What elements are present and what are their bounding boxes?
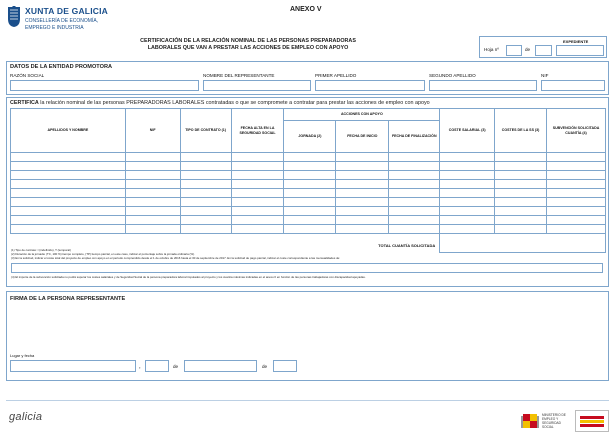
table-cell-input[interactable] bbox=[547, 189, 606, 198]
first-surname-input[interactable] bbox=[315, 80, 425, 91]
file-number-input[interactable] bbox=[556, 45, 604, 56]
table-cell-input[interactable] bbox=[231, 180, 284, 189]
col-ss-date-header: FECHA ALTA EN LA SEGURIDAD SOCIAL bbox=[231, 109, 284, 153]
footnote-3: (3) En la solicitud, indicar el coste total del proyecto de empleo con apoyo en el período comprendido desde el 1 de octubre de 2016 hasta el 30 de septiembre de 2017. En la solicitud de pago parcial, indicar el coste correspondiente a las mensualidades de: bbox=[11, 256, 341, 261]
table-row bbox=[11, 162, 606, 171]
nif-label: NIF bbox=[541, 73, 549, 78]
certify-title-rest: la relación nominal de las personas PREPARADORAS LABORALES contratadas o que se compromete a contratar para prestar las acciones de empleo con apoyo bbox=[38, 100, 430, 106]
total-label: TOTAL CUANTÍA SOLICITADA bbox=[378, 243, 436, 248]
table-cell-input[interactable] bbox=[284, 198, 336, 207]
table-cell-input[interactable] bbox=[440, 180, 495, 189]
table-cell-input[interactable] bbox=[495, 189, 547, 198]
table-row bbox=[11, 198, 606, 207]
second-surname-label: SEGUNDO APELLIDO bbox=[429, 73, 476, 78]
col-workday-header: JORNADA (2) bbox=[284, 121, 336, 153]
signature-section-title: FIRMA DE LA PERSONA REPRESENTANTE bbox=[10, 296, 126, 302]
table-cell-input[interactable] bbox=[547, 198, 606, 207]
table-row bbox=[11, 171, 606, 180]
table-cell-input[interactable] bbox=[11, 171, 126, 180]
file-label: EXPEDIENTE bbox=[563, 39, 589, 44]
table-cell-input[interactable] bbox=[336, 153, 389, 162]
table-cell-input[interactable] bbox=[389, 207, 440, 216]
col-grant-amount-header: SUBVENCIÓN SOLICITADA CUANTÍA (4) bbox=[547, 109, 606, 153]
brand-name: XUNTA DE GALICIA bbox=[25, 6, 109, 16]
table-cell-input[interactable] bbox=[180, 153, 231, 162]
table-cell-input[interactable] bbox=[547, 216, 606, 225]
table-cell-input[interactable] bbox=[495, 180, 547, 189]
table-cell-input[interactable] bbox=[284, 207, 336, 216]
place-input[interactable] bbox=[10, 360, 136, 372]
table-cell-input[interactable] bbox=[547, 180, 606, 189]
table-cell-input[interactable] bbox=[440, 189, 495, 198]
table-cell-input[interactable] bbox=[284, 216, 336, 225]
staff-table bbox=[10, 108, 606, 253]
department-line-2: EMPREGO E INDUSTRIA bbox=[25, 25, 84, 31]
table-cell-input[interactable] bbox=[231, 153, 284, 162]
second-surname-input[interactable] bbox=[429, 80, 537, 91]
footer-divider bbox=[6, 400, 609, 401]
table-row bbox=[11, 153, 606, 162]
file-box bbox=[479, 36, 607, 58]
year-input[interactable] bbox=[273, 360, 297, 372]
col-start-date-header: FECHA DE INICIO bbox=[336, 121, 389, 153]
table-cell-input[interactable] bbox=[11, 180, 126, 189]
representative-name-label: NOMBRE DEL REPRESENTANTE bbox=[203, 73, 275, 78]
table-cell-input[interactable] bbox=[440, 153, 495, 162]
table-cell-input[interactable] bbox=[180, 171, 231, 180]
col-nif-header: NIF bbox=[125, 109, 180, 153]
day-input[interactable] bbox=[145, 360, 169, 372]
table-cell-input[interactable] bbox=[389, 225, 440, 234]
table-cell-input[interactable] bbox=[180, 207, 231, 216]
table-row bbox=[11, 216, 606, 225]
signature-section bbox=[6, 291, 609, 381]
table-cell-input[interactable] bbox=[336, 225, 389, 234]
table-cell-input[interactable] bbox=[11, 207, 126, 216]
table-cell-input[interactable] bbox=[284, 189, 336, 198]
table-cell-input[interactable] bbox=[125, 162, 180, 171]
date-de-2: de bbox=[262, 364, 268, 369]
table-row bbox=[11, 180, 606, 189]
table-cell-input[interactable] bbox=[180, 189, 231, 198]
certify-title bbox=[10, 100, 430, 106]
table-cell-input[interactable] bbox=[440, 198, 495, 207]
table-cell-input[interactable] bbox=[495, 207, 547, 216]
col-support-group-header: ACCIONES CON APOYO bbox=[284, 109, 440, 121]
table-cell-input[interactable] bbox=[389, 216, 440, 225]
table-cell-input[interactable] bbox=[547, 207, 606, 216]
table-cell-input[interactable] bbox=[440, 162, 495, 171]
table-cell-input[interactable] bbox=[336, 216, 389, 225]
certify-title-bold: CERTIFICA bbox=[10, 100, 39, 106]
title-line-1: CERTIFICACIÓN DE LA RELACIÓN NOMINAL DE LAS PERSONAS PREPARADORAS bbox=[140, 38, 356, 44]
table-cell-input[interactable] bbox=[231, 225, 284, 234]
footnote-2: (2) Duración de la jornada: (TC, 100 %) tiempo completo, (TP) tiempo parcial, en este caso, indicar el porcentaje sobre la jornada ordinaria (%). bbox=[11, 252, 195, 257]
table-cell-input[interactable] bbox=[11, 225, 126, 234]
table-cell-input[interactable] bbox=[336, 171, 389, 180]
document-title bbox=[118, 38, 378, 52]
table-cell-input[interactable] bbox=[284, 180, 336, 189]
entity-section-title: DATOS DE LA ENTIDAD PROMOTORA bbox=[10, 64, 113, 70]
table-cell-input[interactable] bbox=[284, 171, 336, 180]
col-names-header: APELLIDOS Y NOMBRE bbox=[11, 109, 126, 153]
table-cell-input[interactable] bbox=[440, 207, 495, 216]
table-cell-input[interactable] bbox=[440, 171, 495, 180]
staff-rows bbox=[11, 153, 606, 234]
table-cell-input[interactable] bbox=[284, 162, 336, 171]
table-cell-input[interactable] bbox=[389, 162, 440, 171]
xunta-shield-icon bbox=[7, 6, 21, 28]
months-input[interactable] bbox=[11, 263, 603, 273]
nif-input[interactable] bbox=[541, 80, 605, 91]
business-name-input[interactable] bbox=[10, 80, 199, 91]
table-cell-input[interactable] bbox=[495, 225, 547, 234]
footnote-1: (1) Tipo de contrato: I (indefinido), T (temporal) bbox=[11, 248, 71, 252]
table-cell-input[interactable] bbox=[547, 171, 606, 180]
table-cell-input[interactable] bbox=[180, 162, 231, 171]
department-line-1: CONSELLERÍA DE ECONOMÍA, bbox=[25, 18, 99, 24]
table-cell-input[interactable] bbox=[495, 198, 547, 207]
table-cell-input[interactable] bbox=[495, 162, 547, 171]
table-cell-input[interactable] bbox=[125, 180, 180, 189]
table-cell-input[interactable] bbox=[495, 153, 547, 162]
footnote-4: (4) El importe de la subvención solicitada no podrá superar los costes salariales y de Seguridad Social de la persona preparadora laboral imputados al proyecto y los cuantía máximas indicadas en el anexo II en función de las personas trabajadoras con discapacidad apoyadas. bbox=[11, 274, 366, 279]
page-number-input[interactable] bbox=[506, 45, 522, 56]
table-cell-input[interactable] bbox=[231, 207, 284, 216]
page-total-input[interactable] bbox=[535, 45, 552, 56]
place-date-label: Lugar y fecha bbox=[10, 353, 35, 358]
table-cell-input[interactable] bbox=[125, 198, 180, 207]
annex-label: ANEXO V bbox=[290, 6, 322, 13]
table-row bbox=[11, 225, 606, 234]
table-cell-input[interactable] bbox=[336, 180, 389, 189]
title-line-2: LABORALES QUE VAN A PRESTAR LAS ACCIONES DE EMPLEO CON APOYO bbox=[147, 45, 349, 51]
table-cell-input[interactable] bbox=[336, 162, 389, 171]
table-cell-input[interactable] bbox=[495, 216, 547, 225]
table-cell-input[interactable] bbox=[336, 207, 389, 216]
table-cell-input[interactable] bbox=[284, 225, 336, 234]
table-cell-input[interactable] bbox=[495, 171, 547, 180]
first-surname-label: PRIMER APELLIDO bbox=[315, 73, 357, 78]
table-cell-input[interactable] bbox=[231, 189, 284, 198]
table-cell-input[interactable] bbox=[125, 171, 180, 180]
table-cell-input[interactable] bbox=[125, 189, 180, 198]
table-cell-input[interactable] bbox=[180, 198, 231, 207]
table-cell-input[interactable] bbox=[231, 162, 284, 171]
representative-name-input[interactable] bbox=[203, 80, 311, 91]
table-cell-input[interactable] bbox=[125, 225, 180, 234]
col-salary-cost-header: COSTE SALARIAL (3) bbox=[440, 109, 495, 153]
table-cell-input[interactable] bbox=[180, 216, 231, 225]
table-row bbox=[11, 207, 606, 216]
footnotes bbox=[11, 248, 605, 279]
table-cell-input[interactable] bbox=[440, 225, 495, 234]
table-cell-input[interactable] bbox=[336, 189, 389, 198]
table-cell-input[interactable] bbox=[180, 180, 231, 189]
page-of-label: de bbox=[525, 47, 531, 52]
table-cell-input[interactable] bbox=[125, 153, 180, 162]
table-cell-input[interactable] bbox=[11, 162, 126, 171]
table-cell-input[interactable] bbox=[389, 180, 440, 189]
table-cell-input[interactable] bbox=[231, 171, 284, 180]
table-cell-input[interactable] bbox=[547, 225, 606, 234]
table-cell-input[interactable] bbox=[11, 198, 126, 207]
table-row bbox=[11, 189, 606, 198]
table-cell-input[interactable] bbox=[11, 189, 126, 198]
table-cell-input[interactable] bbox=[389, 189, 440, 198]
col-end-date-header: FECHA DE FINALIZACIÓN bbox=[389, 121, 440, 153]
col-ss-cost-header: COSTES DE LA SS (3) bbox=[495, 109, 547, 153]
table-cell-input[interactable] bbox=[547, 162, 606, 171]
table-cell-input[interactable] bbox=[284, 153, 336, 162]
month-input[interactable] bbox=[184, 360, 257, 372]
table-cell-input[interactable] bbox=[125, 207, 180, 216]
date-de-1: de bbox=[173, 364, 179, 369]
ministry-logo-box bbox=[575, 410, 609, 432]
entity-section bbox=[6, 61, 609, 95]
table-cell-input[interactable] bbox=[180, 225, 231, 234]
table-cell-input[interactable] bbox=[440, 216, 495, 225]
spain-coat-of-arms-icon bbox=[520, 411, 540, 431]
table-cell-input[interactable] bbox=[389, 171, 440, 180]
page-label: Hoja nº bbox=[484, 47, 499, 52]
table-cell-input[interactable] bbox=[11, 216, 126, 225]
table-cell-input[interactable] bbox=[547, 153, 606, 162]
table-cell-input[interactable] bbox=[11, 153, 126, 162]
table-cell-input[interactable] bbox=[336, 198, 389, 207]
table-cell-input[interactable] bbox=[389, 153, 440, 162]
table-cell-input[interactable] bbox=[231, 198, 284, 207]
comma-separator: , bbox=[139, 364, 141, 370]
table-cell-input[interactable] bbox=[231, 216, 284, 225]
galicia-logo: galicia bbox=[9, 411, 43, 423]
ministry-label: MINISTERIO DE EMPLEO Y SEGURIDAD SOCIAL bbox=[542, 413, 566, 429]
table-cell-input[interactable] bbox=[389, 198, 440, 207]
table-cell-input[interactable] bbox=[125, 216, 180, 225]
col-contract-type-header: TIPO DE CONTRATO (1) bbox=[180, 109, 231, 153]
business-name-label: RAZÓN SOCIAL bbox=[10, 73, 45, 78]
